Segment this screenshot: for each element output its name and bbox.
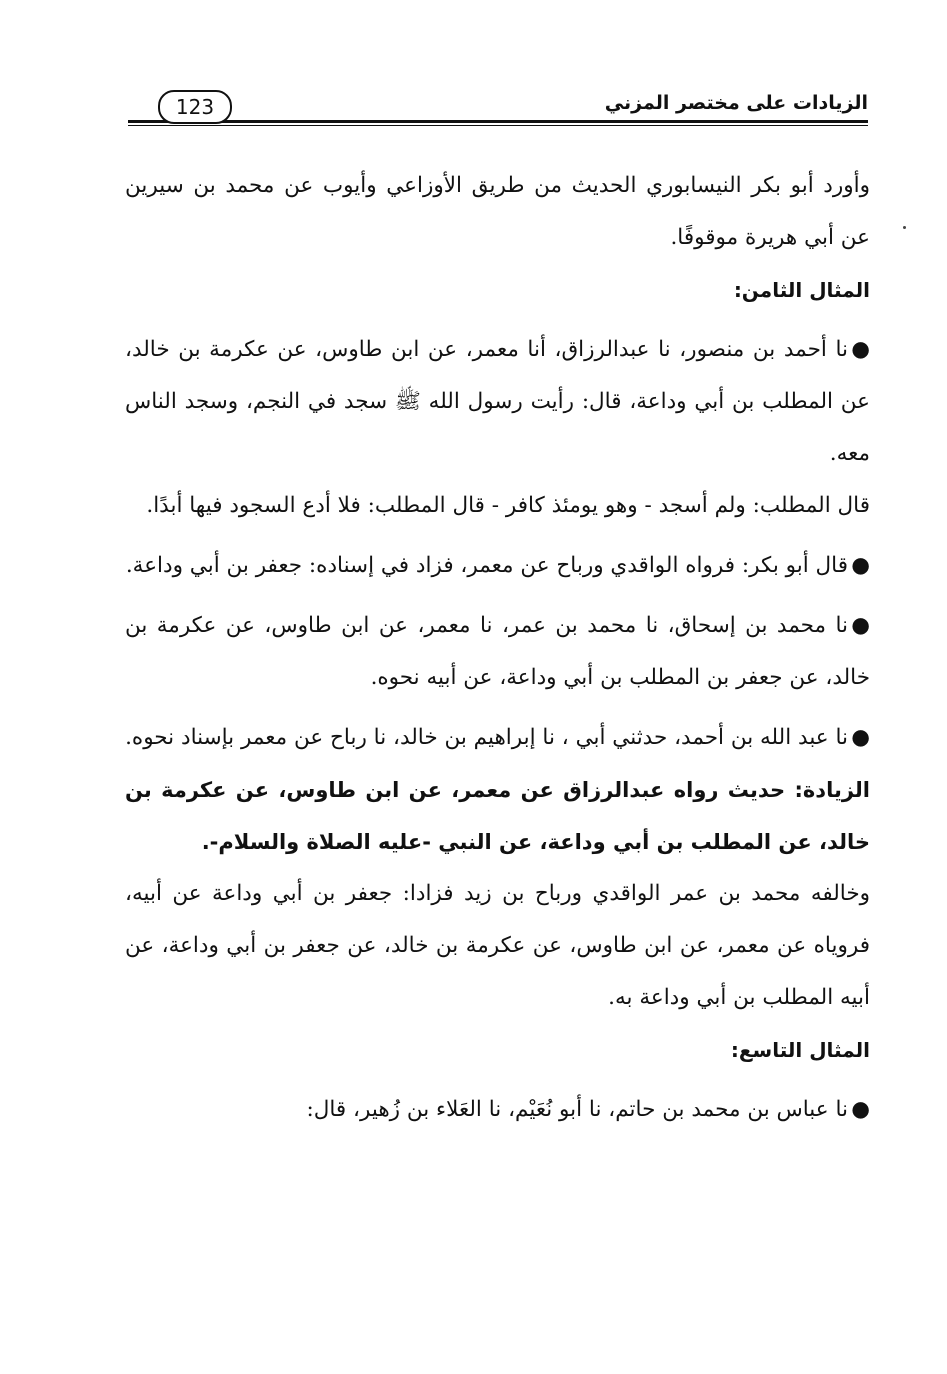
bullet-icon: ● bbox=[851, 725, 870, 750]
bullet-icon: ● bbox=[851, 613, 870, 638]
paragraph-text: قال أبو بكر: فرواه الواقدي ورباح عن معمر، فزاد في إسناده: جعفر بن أبي وداعة. bbox=[125, 553, 848, 578]
header-rule-thin bbox=[128, 125, 868, 126]
paragraph-abubakr bbox=[125, 540, 870, 592]
paragraph-hadith-2 bbox=[125, 600, 870, 704]
paragraph-mutallib: قال المطلب: ولم أسجد - وهو يومئذ كافر - قال المطلب: فلا أدع السجود فيها أبدًا. bbox=[146, 493, 870, 518]
running-title: الزيادات على مختصر المزني bbox=[604, 92, 868, 114]
paragraph-intro: وأورد أبو بكر النيسابوري الحديث من طريق الأوزاعي وأيوب عن محمد بن سيرين عن أبي هريرة موقوفًا. bbox=[125, 173, 870, 250]
page-header bbox=[128, 88, 868, 128]
paragraph-text: نا أحمد بن منصور، نا عبدالرزاق، أنا معمر، عن ابن طاوس، عن عكرمة بن خالد، عن المطلب بن أبي وداعة، قال: رأيت رسول الله ﷺ سجد في النجم، وسجد الناس معه. bbox=[125, 337, 870, 466]
paragraph-text: نا عباس بن محمد بن حاتم، نا أبو نُعَيْم، نا العَلاء بن زُهير، قال: bbox=[306, 1097, 848, 1122]
paragraph-addition: الزيادة: حديث رواه عبدالرزاق عن معمر، عن ابن طاوس، عن عكرمة بن خالد، عن المطلب بن أبي وداعة، عن النبي -عليه الصلاة والسلام-. bbox=[125, 778, 870, 854]
header-rule-thick bbox=[128, 120, 868, 123]
margin-speck bbox=[903, 226, 906, 229]
body-text bbox=[125, 160, 870, 1136]
paragraph-hadith-4 bbox=[125, 1084, 870, 1136]
paragraph-text: نا عبد الله بن أحمد، حدثني أبي ، نا إبراهيم بن خالد، نا رباح عن معمر بإسناد نحوه. bbox=[125, 725, 848, 750]
paragraph-hadith-1 bbox=[125, 324, 870, 480]
heading-example-eight: المثال الثامن: bbox=[733, 278, 870, 302]
paragraph-text: نا محمد بن إسحاق، نا محمد بن عمر، نا معمر، عن ابن طاوس، عن عكرمة بن خالد، عن جعفر بن المطلب بن أبي وداعة، عن أبيه نحوه. bbox=[125, 613, 870, 690]
bullet-icon: ● bbox=[851, 553, 870, 578]
heading-example-nine: المثال التاسع: bbox=[730, 1038, 870, 1062]
paragraph-contradiction: وخالفه محمد بن عمر الواقدي ورباح بن زيد فزادا: جعفر بن أبي وداعة عن أبيه، فروياه عن معمر، عن ابن طاوس، عن عكرمة بن خالد، عن جعفر بن أبي وداعة، عن أبيه المطلب بن أبي وداعة به. bbox=[125, 881, 870, 1010]
paragraph-hadith-3 bbox=[125, 712, 870, 764]
page-number-badge: 123 bbox=[158, 90, 232, 124]
bullet-icon: ● bbox=[851, 1097, 870, 1122]
bullet-icon: ● bbox=[851, 337, 870, 362]
